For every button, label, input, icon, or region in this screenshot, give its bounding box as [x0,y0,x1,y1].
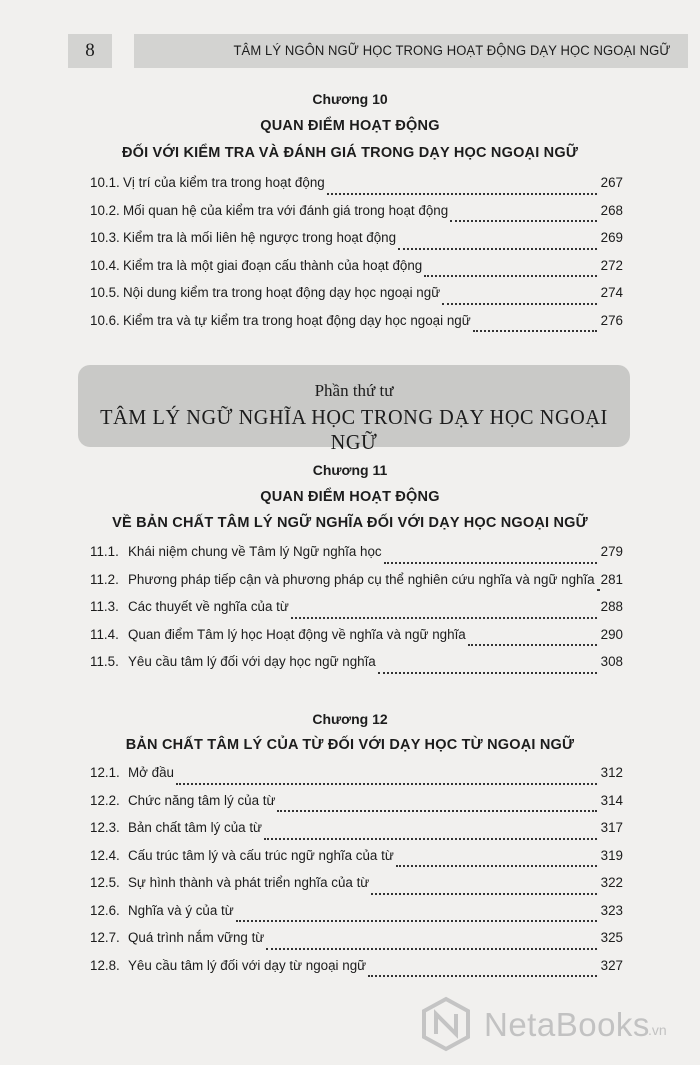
leader-dots [277,796,597,812]
entry-title: Kiểm tra và tự kiểm tra trong hoạt động dạy học ngoại ngữ [123,312,471,328]
toc-entry[interactable] [90,820,623,848]
entry-number: 11.1. [90,544,119,559]
netabooks-watermark [420,996,690,1056]
entry-number: 12.2. [90,792,120,808]
part-4-banner [78,365,630,454]
toc-entry[interactable] [90,627,623,655]
entry-page: 314 [600,792,623,808]
entry-number: 11.5. [90,654,119,669]
toc-entry[interactable] [90,203,623,231]
entry-title: Phương pháp tiếp cận và phương pháp cụ thể nghiên cứu nghĩa và ngữ nghĩa [128,571,595,587]
entry-page: 317 [600,820,623,835]
page-header [68,34,688,68]
entry-number: 12.6. [90,902,120,918]
entry-number: 10.1. [90,175,120,190]
chapter-12-title: BẢN CHẤT TÂM LÝ CỦA TỪ ĐỐI VỚI DẠY HỌC TỪ NGOẠI NGỮ [125,737,575,753]
entry-title: Chức năng tâm lý của từ [128,792,276,808]
entry-title: Quá trình nắm vững từ [128,930,265,945]
entry-number: 10.2. [90,202,120,218]
entry-page: 288 [600,599,623,614]
toc-entry[interactable] [90,313,623,341]
part-4-title: TÂM LÝ NGỮ NGHĨA HỌC TRONG DẠY HỌC NGOẠI NGỮ [100,405,608,454]
entry-page: 308 [600,654,623,669]
leader-dots [442,289,597,305]
leader-dots [236,906,597,922]
entry-number: 11.2. [90,571,119,587]
entry-title: Nội dung kiểm tra trong hoạt động dạy học ngoại ngữ [123,285,441,300]
part-4-label: Phần thứ tư [314,381,394,400]
toc-entry[interactable] [90,930,623,958]
entry-title: Yêu cầu tâm lý đối với dạy học ngữ nghĩa [128,654,376,669]
entry-number: 10.4. [90,257,120,273]
entry-page: 323 [600,902,623,918]
entry-page: 319 [600,847,623,863]
toc-entry[interactable] [90,875,623,903]
toc-entry[interactable] [90,572,623,600]
entry-page: 290 [600,626,623,642]
entry-page: 267 [600,175,623,190]
entry-page: 327 [600,957,623,973]
entry-title: Mở đầu [128,765,174,780]
leader-dots [327,179,597,195]
entry-title: Khái niệm chung về Tâm lý Ngữ nghĩa học [128,544,382,559]
leader-dots [424,261,597,277]
toc-entry[interactable] [90,848,623,876]
entry-page: 279 [600,544,623,559]
entry-title: Quan điểm Tâm lý học Hoạt động về nghĩa và ngữ nghĩa [128,626,466,642]
leader-dots [378,658,597,674]
chapter-10-label: Chương 10 [312,91,388,107]
chapter-12-toc [90,765,623,985]
chapter-10-title-line1: QUAN ĐIỂM HOẠT ĐỘNG [260,118,440,134]
chapter-12-label: Chương 12 [312,711,388,727]
entry-number: 12.3. [90,820,120,835]
entry-title: Mối quan hệ của kiểm tra với đánh giá trong hoạt động [123,202,449,218]
chapter-10-toc [90,175,623,340]
leader-dots [398,234,597,250]
entry-title: Các thuyết về nghĩa của từ [128,599,289,614]
entry-number: 12.1. [90,765,120,780]
entry-title: Yêu cầu tâm lý đối với dạy từ ngoại ngữ [128,957,367,973]
entry-title: Sự hình thành và phát triển nghĩa của từ [128,875,370,890]
entry-title: Kiểm tra là một giai đoạn cấu thành của hoạt động [123,257,423,273]
page-number: 8 [68,34,112,68]
entry-page: 312 [600,765,623,780]
leader-dots [266,934,597,950]
leader-dots [473,316,597,332]
toc-entry[interactable] [90,544,623,572]
entry-number: 11.4. [90,626,119,642]
toc-entry[interactable] [90,765,623,793]
toc-entry[interactable] [90,958,623,986]
toc-entry[interactable] [90,599,623,627]
entry-page: 322 [600,875,623,890]
chapter-11-title-line1: QUAN ĐIỂM HOẠT ĐỘNG [260,489,440,505]
toc-entry[interactable] [90,175,623,203]
watermark-suffix: .vn [648,1022,667,1038]
entry-number: 10.5. [90,285,120,300]
entry-title: Nghĩa và ý của từ [128,902,234,918]
netabooks-logo-icon [420,996,472,1052]
entry-page: 269 [600,230,623,245]
toc-entry[interactable] [90,230,623,258]
leader-dots [450,206,597,222]
entry-number: 12.5. [90,875,120,890]
toc-entry[interactable] [90,285,623,313]
toc-entry[interactable] [90,258,623,286]
entry-number: 10.3. [90,230,120,245]
entry-page: 268 [600,202,623,218]
watermark-brand: NetaBooks [484,1006,650,1043]
leader-dots [176,769,597,785]
entry-page: 281 [600,571,623,587]
entry-number: 12.4. [90,847,120,863]
entry-title: Bản chất tâm lý của từ [128,820,263,835]
chapter-11-title-line2: VỀ BẢN CHẤT TÂM LÝ NGỮ NGHĨA ĐỐI VỚI DẠY HỌC NGOẠI NGỮ [112,515,588,531]
chapter-11-toc [90,544,623,682]
entry-page: 274 [600,285,623,300]
entry-number: 12.8. [90,957,120,973]
running-title: TÂM LÝ NGÔN NGỮ HỌC TRONG HOẠT ĐỘNG DẠY HỌC NGOẠI NGỮ [134,34,688,68]
entry-number: 12.7. [90,930,120,945]
entry-title: Cấu trúc tâm lý và cấu trúc ngữ nghĩa của từ [128,847,394,863]
entry-page: 276 [600,312,623,328]
leader-dots [371,879,597,895]
chapter-10-title-line2: ĐỐI VỚI KIỂM TRA VÀ ĐÁNH GIÁ TRONG DẠY HỌC NGOẠI NGỮ [121,145,579,161]
leader-dots [264,824,597,840]
entry-title: Vị trí của kiểm tra trong hoạt động [123,175,325,190]
leader-dots [291,603,597,619]
entry-number: 10.6. [90,312,120,328]
toc-entry[interactable] [90,793,623,821]
entry-title: Kiểm tra là mối liên hệ ngược trong hoạt động [123,230,397,245]
leader-dots [396,851,597,867]
chapter-11-label: Chương 11 [312,462,388,478]
toc-entry[interactable] [90,903,623,931]
entry-page: 272 [600,257,623,273]
leader-dots [384,548,597,564]
leader-dots [468,630,597,646]
leader-dots [368,961,597,977]
entry-page: 325 [600,930,623,945]
entry-number: 11.3. [90,599,119,614]
toc-entry[interactable] [90,654,623,682]
